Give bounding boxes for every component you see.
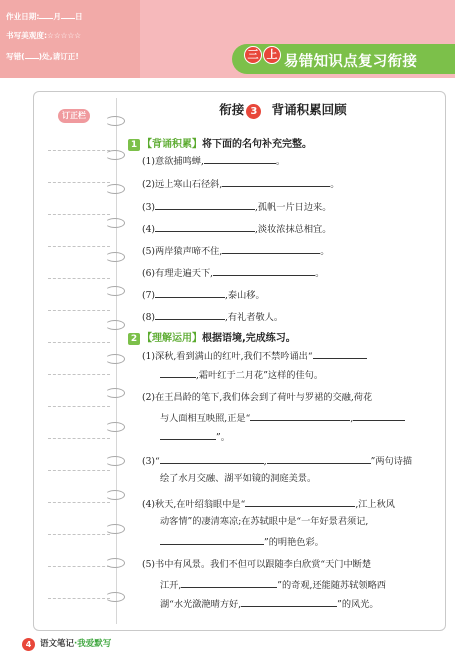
writing-rating-label: 书写美观度:	[6, 31, 48, 40]
task-1-item-6	[142, 265, 324, 280]
binding-ring	[105, 422, 125, 432]
answer-blank[interactable]	[353, 410, 405, 421]
binding-ring	[105, 524, 125, 534]
task-2-q2-line1	[142, 391, 372, 404]
item-text: 。	[275, 156, 286, 167]
item-text: (4)秋天,在叶绍翁眼中是“	[142, 499, 246, 510]
task-2-q4-line2	[160, 515, 368, 528]
task-1-item-4	[142, 221, 331, 236]
grade-badge-upper: 上	[263, 46, 281, 64]
answer-blank[interactable]	[160, 534, 264, 545]
footer-separator: ·	[74, 639, 78, 649]
task-2-heading	[128, 329, 296, 345]
section-title: 背诵积累回顾	[271, 102, 347, 117]
item-text: ,有礼者敬人。	[225, 312, 284, 323]
answer-blank[interactable]	[241, 596, 337, 607]
correction-line[interactable]	[48, 470, 110, 471]
task-2-label: 【理解运用】	[142, 333, 202, 344]
homework-date-label: 作业日期:	[6, 12, 40, 21]
item-text: (5)书中有风景。我们不但可以跟随李白欣赏“天门中断楚	[142, 559, 372, 570]
binding-ring	[105, 354, 125, 364]
page-header	[0, 0, 455, 78]
item-text: ,	[350, 413, 354, 424]
correction-line[interactable]	[48, 438, 110, 439]
footer-book-title	[40, 638, 111, 651]
correction-line[interactable]	[48, 406, 110, 407]
answer-blank[interactable]	[267, 453, 371, 464]
item-text: (8)	[142, 312, 156, 323]
task-1-number: 1	[128, 139, 140, 151]
answer-blank[interactable]	[213, 265, 315, 276]
task-1-item-1	[142, 153, 285, 168]
answer-blank[interactable]	[222, 243, 320, 254]
correction-line[interactable]	[48, 374, 110, 375]
item-text: 。	[320, 246, 330, 257]
section-prefix: 衔接	[219, 102, 245, 117]
task-1-item-3	[142, 199, 331, 214]
page-number: 4	[22, 638, 35, 651]
task-2-instruction: 根据语境,完成练习。	[202, 333, 296, 344]
binding-ring	[105, 116, 125, 126]
item-text: 江开,	[160, 580, 182, 591]
item-text: 绘了水月交融、湖平如镜的洞庭美景。	[160, 473, 317, 484]
task-2-q1-line1	[142, 348, 367, 363]
book-name: 语文笔记	[40, 639, 75, 649]
rating-stars[interactable]: ☆☆☆☆☆	[47, 31, 82, 40]
binding-ring	[105, 558, 125, 568]
error-count-prefix: 写错(	[6, 52, 25, 61]
correction-line[interactable]	[48, 278, 110, 279]
correction-line[interactable]	[48, 534, 110, 535]
month-blank[interactable]	[39, 10, 53, 19]
correction-line[interactable]	[48, 182, 110, 183]
correction-line[interactable]	[48, 598, 110, 599]
item-text: 。	[330, 179, 340, 190]
task-2-q4-line3	[160, 534, 324, 549]
correction-column	[40, 104, 110, 624]
item-text: ,淡妆浓抹总相宜。	[255, 224, 332, 235]
task-1-item-7	[142, 287, 265, 302]
item-text: ,孤帆一片日边来。	[255, 202, 332, 213]
task-2-q3-line2	[160, 472, 316, 485]
item-text: ”。	[216, 432, 230, 443]
task-2-q5-line1	[142, 558, 371, 571]
item-text: 。	[315, 268, 325, 279]
task-1-item-5	[142, 243, 329, 258]
item-text: (3)“	[142, 456, 160, 467]
binding-ring	[105, 218, 125, 228]
error-count-blank[interactable]	[25, 50, 39, 59]
item-text: (2)远上寒山石径斜,	[142, 179, 223, 190]
correction-line[interactable]	[48, 150, 110, 151]
writing-rating-row	[6, 30, 140, 50]
error-count-suffix: )处,请订正!	[38, 52, 79, 61]
task-2-q3-line1	[142, 453, 412, 468]
binding-ring	[105, 286, 125, 296]
item-text: (6)有理走遍天下,	[142, 268, 214, 279]
task-2-q5-line2	[160, 577, 386, 592]
item-text: (3)	[142, 202, 156, 213]
item-text: (1)意欲捕鸣蝉,	[142, 156, 204, 167]
page-title: 易错知识点复习衔接	[284, 54, 418, 70]
item-text: (4)	[142, 224, 156, 235]
month-label: 月	[53, 12, 62, 21]
correction-line[interactable]	[48, 246, 110, 247]
section-heading	[128, 100, 438, 119]
binding-ring	[105, 388, 125, 398]
binding-ring	[105, 490, 125, 500]
answer-blank[interactable]	[160, 429, 216, 440]
item-text: ,江上秋风	[355, 499, 395, 510]
item-text: (5)两岸猿声啼不住,	[142, 246, 223, 257]
day-label: 日	[75, 12, 83, 21]
item-text: 湖“水光潋滟晴方好,	[160, 599, 242, 610]
answer-blank[interactable]	[204, 153, 276, 164]
item-text: (1)深秋,看到满山的红叶,我们不禁吟诵出“	[142, 351, 313, 362]
answer-blank[interactable]	[155, 221, 255, 232]
answer-blank[interactable]	[155, 287, 225, 298]
answer-blank[interactable]	[155, 309, 225, 320]
item-text: (2)在王昌龄的笔下,我们体会到了荷叶与罗裙的交融,荷花	[142, 392, 373, 403]
task-1-label: 【背诵积累】	[142, 139, 202, 150]
item-text: ,	[263, 456, 267, 467]
item-text: ”的奇观,还能随苏轼领略西	[277, 580, 386, 591]
item-text: (7)	[142, 290, 156, 301]
binding-ring	[105, 184, 125, 194]
answer-blank[interactable]	[160, 453, 264, 464]
binding-ring	[105, 456, 125, 466]
task-1-item-8	[142, 309, 283, 324]
correction-line[interactable]	[48, 310, 110, 311]
title-banner	[232, 44, 455, 74]
answer-blank[interactable]	[250, 410, 350, 421]
answer-blank[interactable]	[155, 199, 255, 210]
item-text: 与人面相互映照,正是“	[160, 413, 251, 424]
task-2-number: 2	[128, 333, 140, 345]
item-text: ,泰山移。	[225, 290, 265, 301]
series-name: 我爱默写	[77, 639, 112, 649]
correction-tag: 订正栏	[58, 109, 90, 123]
binding-ring	[105, 592, 125, 602]
answer-blank[interactable]	[313, 348, 367, 359]
binding-ring	[105, 320, 125, 330]
homework-date-row	[6, 10, 140, 30]
answer-blank[interactable]	[160, 367, 196, 378]
correction-line[interactable]	[48, 214, 110, 215]
answer-blank[interactable]	[181, 577, 277, 588]
day-blank[interactable]	[61, 10, 75, 19]
task-1-item-2	[142, 176, 339, 191]
correction-line[interactable]	[48, 502, 110, 503]
item-text: ”的风光。	[337, 599, 379, 610]
homework-meta-panel	[0, 0, 140, 78]
item-text: ”两句诗描	[370, 456, 413, 467]
item-text: 动客情”的凄清寒凉;在苏轼眼中是“一年好景君须记,	[160, 516, 369, 527]
correction-line[interactable]	[48, 342, 110, 343]
task-2-q5-line3	[160, 596, 379, 611]
item-text: ”的明艳色彩。	[264, 537, 324, 548]
correction-line[interactable]	[48, 566, 110, 567]
task-2-q4-line1	[142, 496, 395, 511]
grade-badge-three: 三	[244, 46, 262, 64]
item-text: ,霜叶红于二月花”这样的佳句。	[196, 370, 324, 381]
task-1-heading	[128, 135, 312, 151]
task-1-instruction: 将下面的名句补充完整。	[202, 139, 312, 150]
task-2-q2-line3	[160, 429, 230, 444]
task-2-q1-line2	[160, 367, 323, 382]
answer-blank[interactable]	[222, 176, 330, 187]
spiral-binding	[105, 110, 125, 620]
error-count-row	[6, 50, 140, 70]
answer-blank[interactable]	[245, 496, 355, 507]
task-2-q2-line2	[160, 410, 405, 425]
binding-ring	[105, 252, 125, 262]
binding-ring	[105, 150, 125, 160]
section-number-badge: 3	[246, 104, 261, 119]
